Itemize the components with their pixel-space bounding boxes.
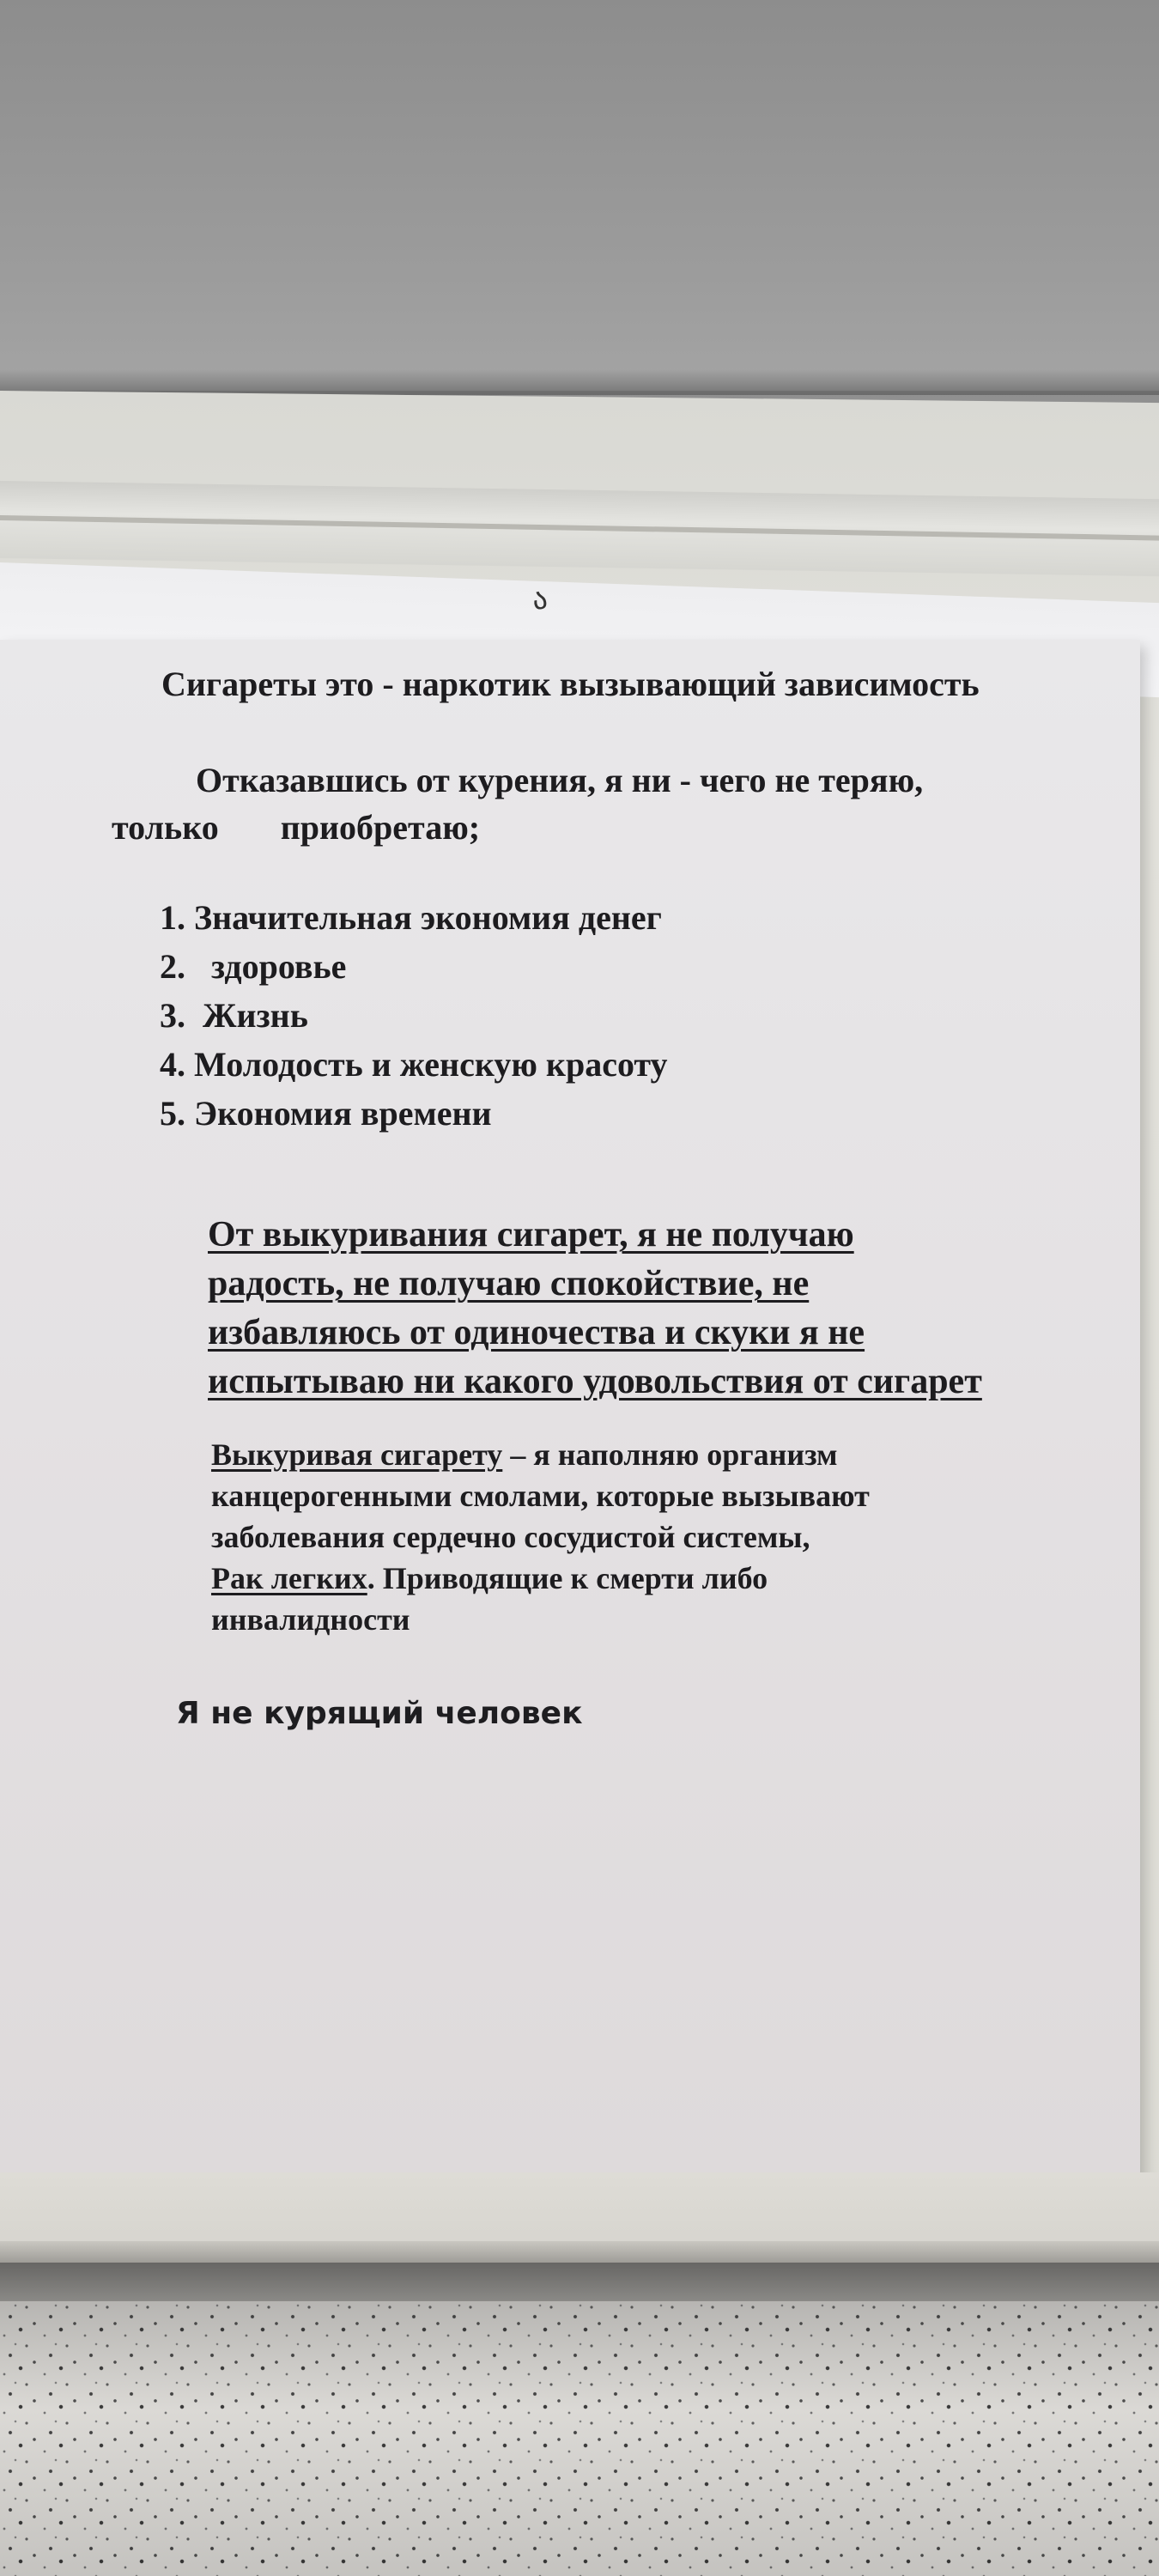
list-text: здоровье bbox=[211, 947, 347, 986]
list-number: 3. bbox=[160, 996, 185, 1035]
list-text: Жизнь bbox=[203, 996, 308, 1035]
intro-word-acquire: приобретаю; bbox=[280, 808, 481, 847]
statement-line: испытываю ни какого удовольствия от сигарет bbox=[208, 1362, 982, 1401]
frame-shadow bbox=[0, 369, 1159, 395]
statement-line: От выкуривания сигарет, я не получаю bbox=[208, 1215, 854, 1255]
list-item bbox=[160, 991, 668, 1040]
warning-text: . Приводящие к смерти либо bbox=[367, 1561, 768, 1595]
intro-line-1: Отказавшись от курения, я ни - чего не теряю, bbox=[196, 761, 924, 799]
closing-statement: Я не курящий человек bbox=[176, 1696, 583, 1731]
notice-text bbox=[0, 640, 1140, 2177]
warning-underlined-phrase: Выкуривая сигарету bbox=[211, 1437, 503, 1472]
list-text: Экономия времени bbox=[194, 1094, 492, 1133]
list-number: 5. bbox=[160, 1094, 185, 1133]
list-item bbox=[160, 893, 668, 942]
wall-background bbox=[0, 0, 1159, 391]
warning-line: инвалидности bbox=[211, 1602, 410, 1637]
intro-word-only: только bbox=[112, 808, 219, 847]
warning-line: канцерогенными смолами, которые вызывают bbox=[211, 1479, 870, 1513]
underlined-statement bbox=[208, 1211, 982, 1406]
warning-line: заболевания сердечно сосудистой системы, bbox=[211, 1520, 810, 1554]
statement-line: избавляюсь от одиночества и скуки я не bbox=[208, 1313, 865, 1352]
notice-title: Сигареты это - наркотик вызывающий зависимость bbox=[161, 665, 980, 703]
health-warning bbox=[211, 1434, 870, 1640]
frame-bottom-edge bbox=[0, 2241, 1159, 2263]
warning-line bbox=[211, 1434, 870, 1475]
list-number: 1. bbox=[160, 898, 185, 937]
list-item bbox=[160, 1040, 668, 1089]
clip-mark-icon: ა bbox=[529, 580, 550, 618]
list-number: 2. bbox=[160, 947, 185, 986]
countertop-shading bbox=[0, 2301, 1159, 2576]
list-item bbox=[160, 1089, 668, 1138]
warning-text: – я наполняю организм bbox=[502, 1437, 838, 1472]
list-number: 4. bbox=[160, 1045, 185, 1084]
statement-line: радость, не получаю спокойствие, не bbox=[208, 1264, 810, 1303]
intro-line-2 bbox=[112, 807, 480, 848]
list-text: Значительная экономия денег bbox=[194, 898, 662, 937]
list-text: Молодость и женскую красоту bbox=[194, 1045, 668, 1084]
benefits-list bbox=[160, 893, 668, 1138]
notice-sheet bbox=[0, 640, 1140, 2177]
warning-underlined-phrase: Рак легких bbox=[211, 1561, 367, 1595]
warning-line bbox=[211, 1558, 870, 1599]
list-item bbox=[160, 942, 668, 991]
frame-bottom-shadow bbox=[0, 2263, 1159, 2301]
